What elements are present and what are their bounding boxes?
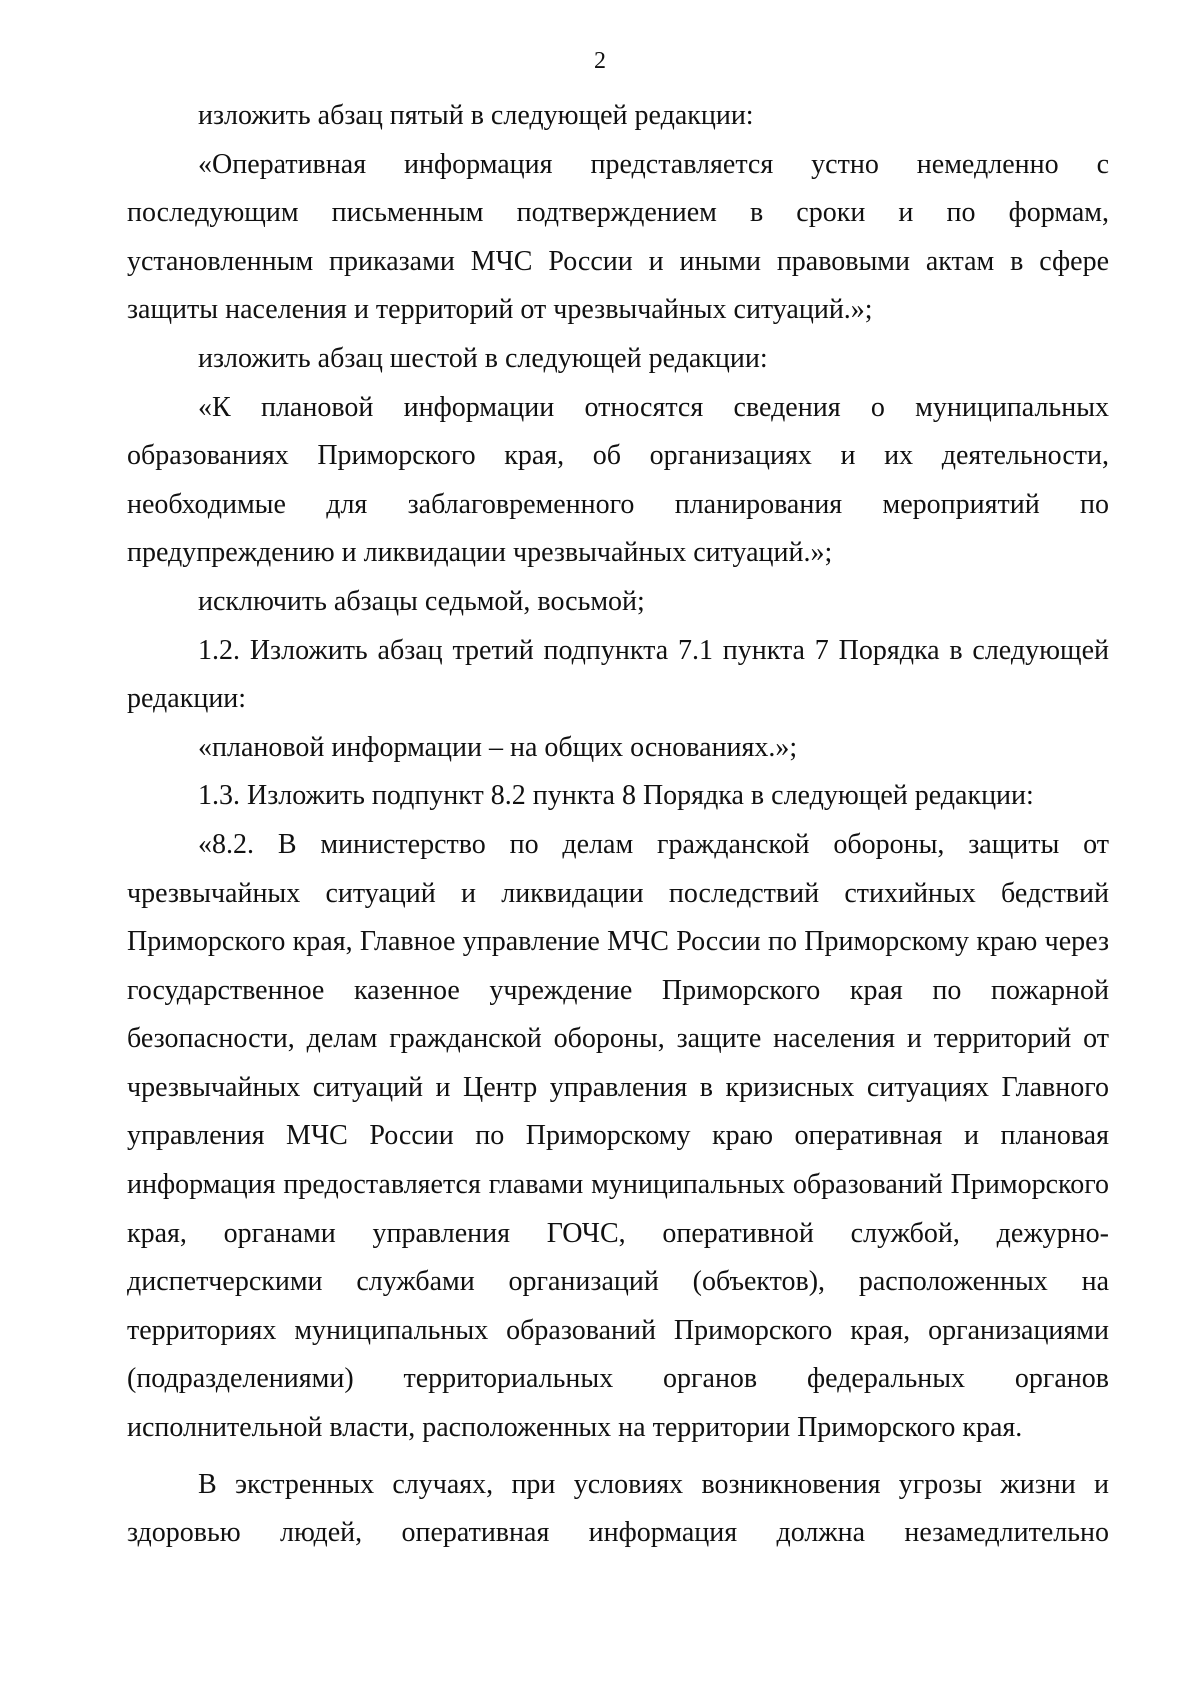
paragraph: «плановой информации – на общих основаниях.»;	[198, 731, 798, 763]
paragraph: «К плановой информации относятся сведения о муниципальных образованиях Приморского края, об организациях и их деятельности, необходимые для заблаговременного планирования мероприятий по предупреждению и ликвидации чрезвычайных ситуаций.»;	[127, 391, 1109, 569]
paragraph: 1.3. Изложить подпункт 8.2 пункта 8 Порядка в следующей редакции:	[198, 780, 1034, 812]
page-number: 2	[594, 48, 606, 74]
paragraph: «8.2. В министерство по делам гражданской обороны, защиты от чрезвычайных ситуаций и ликвидации последствий стихийных бедствий Приморского края, Главное управление МЧС России по Приморскому краю через государственное казенное учреждение Приморского края по пожарной безопасности, делам гражданской обороны, защите населения и территорий от чрезвычайных ситуаций и Центр управления в кризисных ситуациях Главного управления МЧС России по Приморскому краю оперативная и плановая информация предоставляется главами муниципальных образований Приморского края, органами управления ГОЧС, оперативной службой, дежурно-диспетчерскими службами организаций (объектов), расположенных на территориях муниципальных образований Приморского края, организациями (подразделениями) территориальных органов федеральных органов исполнительной власти, расположенных на территории Приморского края.	[127, 828, 1109, 1444]
paragraph: изложить абзац шестой в следующей редакции:	[198, 342, 768, 374]
paragraph: изложить абзац пятый в следующей редакции:	[198, 100, 754, 131]
paragraph: исключить абзацы седьмой, восьмой;	[198, 585, 645, 617]
paragraph: В экстренных случаях, при условиях возникновения угрозы жизни и здоровью людей, оперативная информация должна незамедлительно	[127, 1468, 1109, 1549]
paragraph: «Оперативная информация представляется устно немедленно с последующим письменным подтверждением в сроки и по формам, установленным приказами МЧС России и иными правовыми актам в сфере защиты населения и территорий от чрезвычайных ситуаций.»;	[127, 148, 1109, 326]
paragraph: 1.2. Изложить абзац третий подпункта 7.1 пункта 7 Порядка в следующей редакции:	[127, 634, 1109, 715]
document-body	[127, 92, 1109, 1558]
